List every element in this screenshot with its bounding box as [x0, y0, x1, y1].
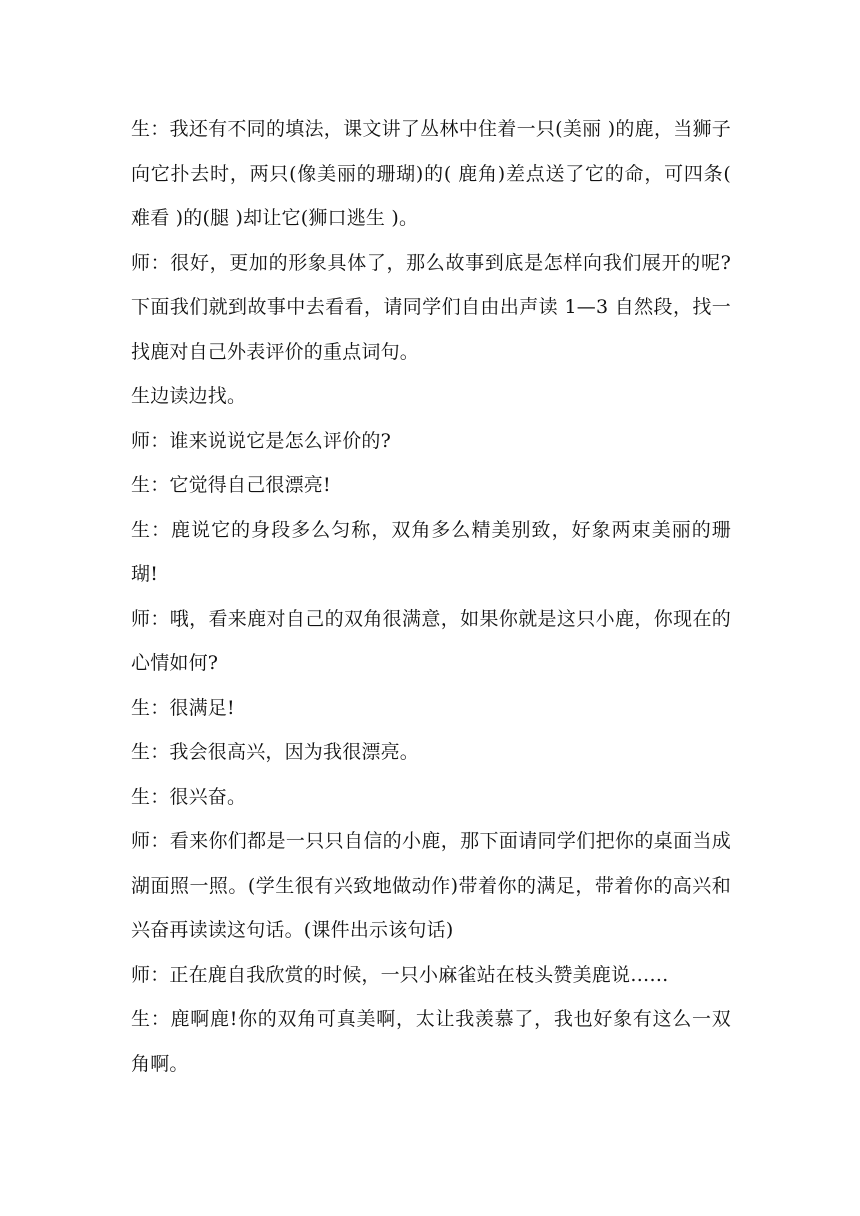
paragraph: 师：哦，看来鹿对自己的双角很满意，如果你就是这只小鹿，你现在的心情如何?	[131, 607, 731, 674]
paragraph: 生边读边找。	[131, 385, 247, 407]
paragraph: 生：很兴奋。	[131, 785, 247, 808]
paragraph: 师：谁来说说它是怎么评价的?	[131, 429, 391, 452]
paragraph: 生：我还有不同的填法，课文讲了丛林中住着一只(美丽 )的鹿，当狮子向它扑去时，两只(像美丽的珊瑚)的( 鹿角)差点送了它的命，可四条( 难看 )的(腿 )却让它(狮口逃生 )。	[131, 118, 731, 229]
paragraph: 生：鹿啊鹿!你的双角可真美啊，太让我羡慕了，我也好象有这么一双角啊。	[131, 1008, 731, 1075]
paragraph: 生：很满足!	[131, 696, 235, 719]
paragraph: 生：我会很高兴，因为我很漂亮。	[131, 741, 420, 763]
paragraph: 师：很好，更加的形象具体了，那么故事到底是怎样向我们展开的呢?下面我们就到故事中去看看，请同学们自由出声读 1—3 自然段，找一找鹿对自己外表评价的重点词句。	[131, 251, 731, 363]
paragraph: 生：鹿说它的身段多么匀称，双角多么精美别致，好象两束美丽的珊瑚!	[131, 518, 731, 585]
paragraph: 生：它觉得自己很漂亮!	[131, 474, 331, 496]
document-body	[131, 107, 731, 1086]
paragraph: 师：正在鹿自我欣赏的时候，一只小麻雀站在枝头赞美鹿说……	[131, 963, 669, 986]
paragraph: 师：看来你们都是一只只自信的小鹿，那下面请同学们把你的桌面当成湖面照一照。(学生很有兴致地做动作)带着你的满足，带着你的高兴和兴奋再读读这句话。(课件出示该句话)	[131, 830, 731, 941]
